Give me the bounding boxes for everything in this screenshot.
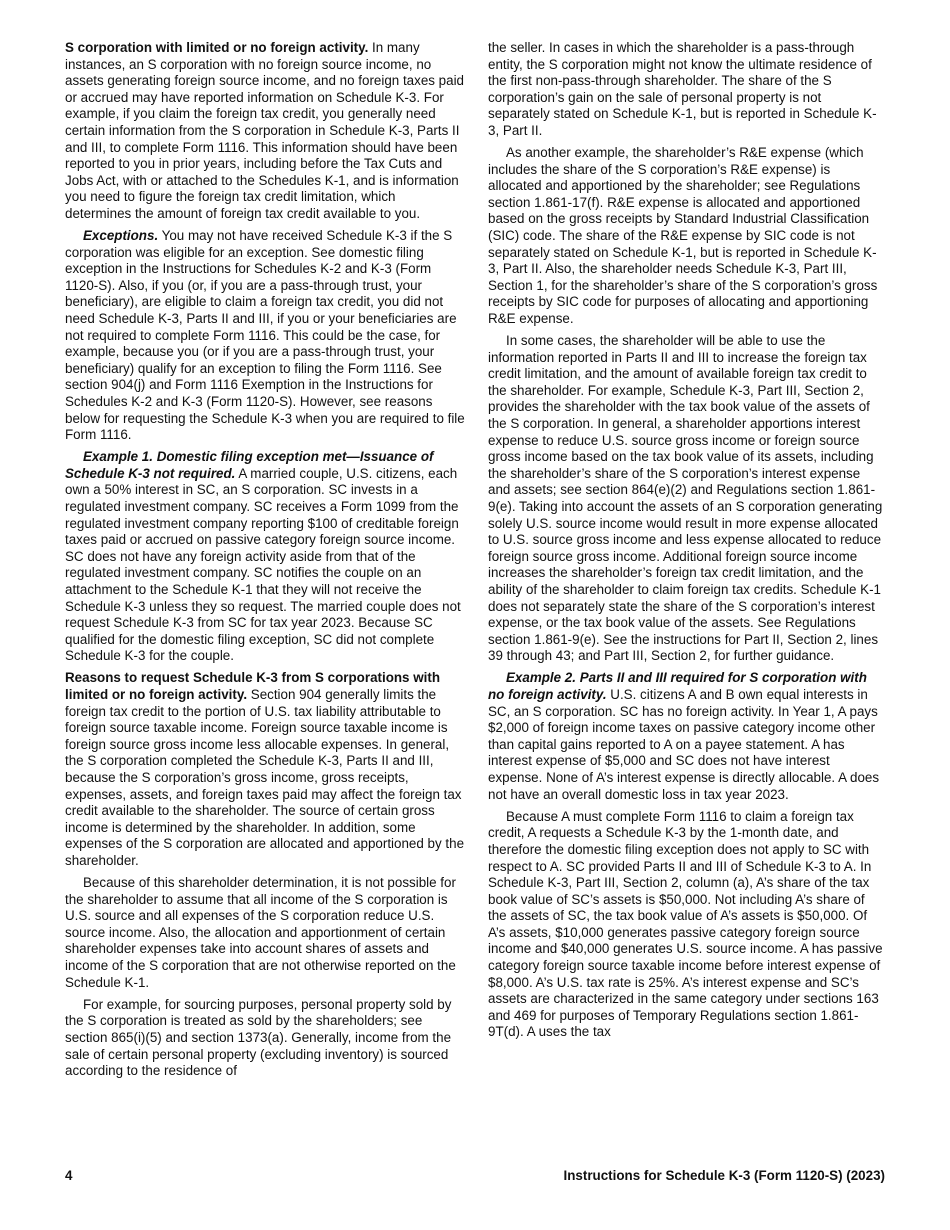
paragraph-exceptions — [65, 228, 465, 444]
page-number: 4 — [65, 1168, 73, 1183]
paragraph-re-expense: As another example, the shareholder’s R&E expense (which includes the share of the S corporation’s R&E expense) is allocated and apportioned by the shareholder; see Regulations section 1.861-17(f). R&E expense is allocated and apportioned based on the gross receipts by Standard Industrial Classification (SIC) code. The share of the R&E expense by SIC code is not separately stated on Schedule K-1, but is reported in Schedule K-3, Part II. Also, the shareholder needs Schedule K-3, Part III, Section 1, for the shareholder’s share of the S corporation’s gross receipts by SIC code for purposes of allocating and apportioning R&E expense. — [488, 145, 878, 326]
paragraph-text: U.S. citizens A and B own equal interests in SC, an S corporation. SC has no foreign activity. In Year 1, A pays $2,000 of foreign income taxes on passive category income other than capital gains reported to A on a payee statement. A has interest expense of $5,000 and SC does not have interest expense. None of A’s interest expense is directly allocable. A does not have an overall domestic loss in tax year 2023. — [488, 687, 880, 802]
paragraph-sourcing-example: For example, for sourcing purposes, personal property sold by the S corporation is treated as sold by the shareholders; see section 865(i)(5) and section 1373(a). Generally, income from the sale of certain personal property (excluding inventory) is sourced according to the residence of — [65, 996, 452, 1079]
paragraph-seller-residence: the seller. In cases in which the shareholder is a pass-through entity, the S corporation might not know the ultimate residence of the first non-pass-through shareholder. The share of the S corporation’s gain on the sale of personal property is not separately stated on Schedule K-1, but is reported in Schedule K-3, Part II. — [488, 40, 877, 138]
footer-form-title: Instructions for Schedule K-3 (Form 1120-S) (2023) — [563, 1168, 885, 1183]
paragraph-text: In many instances, an S corporation with no foreign source income, no assets generating foreign source income, and no foreign taxes paid or accrued may have reported information on Schedule K-3. For example, if you claim the foreign tax credit, you generally need certain information from the S corporation in Schedule K-3, Parts II and III, to complete Form 1116. This information should have been reported to you in prior years, including before the Tax Cuts and Jobs Act, with or attached to the Schedules K-1, and is information you need to figure the foreign tax credit limitation, which determines the amount of foreign tax credit available to you. — [65, 40, 464, 221]
paragraph-example-1 — [65, 449, 465, 665]
paragraph-text: Section 904 generally limits the foreign tax credit to the portion of U.S. tax liability attributable to foreign source taxable income. Foreign source taxable income is foreign source gross income less allocable expenses. In general, the S corporation completed the Schedule K-3, Parts II and III, because the S corporation’s gross income, gross receipts, expenses, assets, and foreign taxes paid may affect the foreign tax credit available to the shareholder. The source of certain gross income is determined by the shareholder. In addition, some expenses of the S corporation are allocated and apportioned by the shareholder. — [65, 687, 465, 868]
example-heading: Example 2. Parts II and III required for S corporation with no foreign activity. — [488, 670, 867, 703]
example-heading: Example 1. Domestic filing exception met—Issuance of Schedule K-3 not required. — [65, 449, 434, 481]
paragraph-reasons-to-request — [65, 670, 465, 869]
paragraph-s-corp-limited-activity — [65, 40, 465, 223]
paragraph-form-1116: Because A must complete Form 1116 to claim a foreign tax credit, A requests a Schedule K-3 by the 1-month date, and therefore the domestic filing exception does not apply to SC with respect to A. SC provided Parts II and III of Schedule K-3 to A. In Schedule K-3, Part III, Section 2, column (a), A’s share of the tax book value of SC’s assets is $50,000. Not including A’s share of the assets of SC, the tax book value of A’s assets is $50,000. Of A’s assets, $10,000 generates passive category foreign source income and $40,000 generates U.S. source income. A has passive category foreign source taxable income before interest expense of $8,000. A’s U.S. tax rate is 25%. A’s interest expense and SC’s assets are characterized in the same category under sections 163 and 469 for purposes of Temporary Regulations section 1.861-9T(d). A uses the tax — [488, 808, 883, 1040]
right-column — [488, 40, 886, 1047]
paragraph-heading: S corporation with limited or no foreign activity. — [65, 40, 369, 55]
paragraph-shareholder-determination: Because of this shareholder determination, it is not possible for the shareholder to assume that all income of the S corporation is U.S. source and all expenses of the S corporation reduce U.S. source income. Also, the allocation and apportionment of certain shareholder expenses take into account shares of assets and income of the S corporation that are not otherwise reported on the Schedule K-1. — [65, 875, 456, 990]
left-column — [65, 40, 465, 1085]
paragraph-text: A married couple, U.S. citizens, each own a 50% interest in SC, an S corporation. SC invests in a regulated investment company. SC receives a Form 1099 from the regulated investment company reporting $100 of creditable foreign taxes paid or accrued on passive category foreign source income. SC does not have any foreign activity aside from that of the regulated investment company. SC notifies the couple on an attachment to the Schedule K-1 that they will not receive the Schedule K-3 unless they so request. The married couple does not request Schedule K-3 from SC for tax year 2023. Because SC qualified for the domestic filing exception, SC did not complete Schedule K-3 for the couple. — [65, 465, 461, 664]
page-footer — [65, 1168, 885, 1188]
paragraph-example-2 — [488, 670, 886, 803]
paragraph-heading: Reasons to request Schedule K-3 from S corporations with limited or no foreign activity. — [65, 670, 441, 703]
paragraph-heading: Exceptions. — [83, 228, 159, 244]
paragraph-text: You may not have received Schedule K-3 if the S corporation was eligible for an exception. See domestic filing exception in the Instructions for Schedules K-2 and K-3 (Form 1120-S). Also, if you (or, if you are a pass-through trust, your beneficiary), are eligible to claim a foreign tax credit, you did not need Schedule K-3, Parts II and III, if you or your beneficiaries are not required to complete Form 1116. This could be the case, for example, because you (or if you are a pass-through trust, your beneficiary) qualify for an exception to filing the Form 1116. See section 904(j) and Form 1116 Exemption in the Instructions for Schedules K-2 and K-3 (Form 1120-S). However, see reasons below for requesting the Schedule K-3 when you are required to file Form 1116. — [65, 228, 465, 443]
paragraph-increase-limitation: In some cases, the shareholder will be able to use the information reported in Parts II and III to increase the foreign tax credit limitation, and the amount of available foreign tax credit to the shareholder. For example, Schedule K-3, Part III, Section 2, provides the shareholder with the tax book value of the assets of the S corporation. In general, a shareholder apportions interest expense to reduce U.S. source gross income or foreign source gross income based on the tax book value of its assets, including the shareholder’s share of the S corporation’s interest expense and assets; see section 864(e)(2) and Regulations section 1.861-9(e). Taking into account the assets of an S corporation generating solely U.S. source income would result in more expense allocated to U.S. source gross income and less expense allocated to reduce foreign source gross income. Additional foreign source income increases the shareholder’s foreign tax credit limitation, and the ability of the shareholder to claim foreign tax credits. Schedule K-1 does not separately state the share of the S corporation’s interest expense, or the tax book value of the assets. See Regulations section 1.861-9(e). See the instructions for Part II, Section 2, lines 39 through 43; and Part III, Section 2, for further guidance. — [488, 333, 883, 664]
